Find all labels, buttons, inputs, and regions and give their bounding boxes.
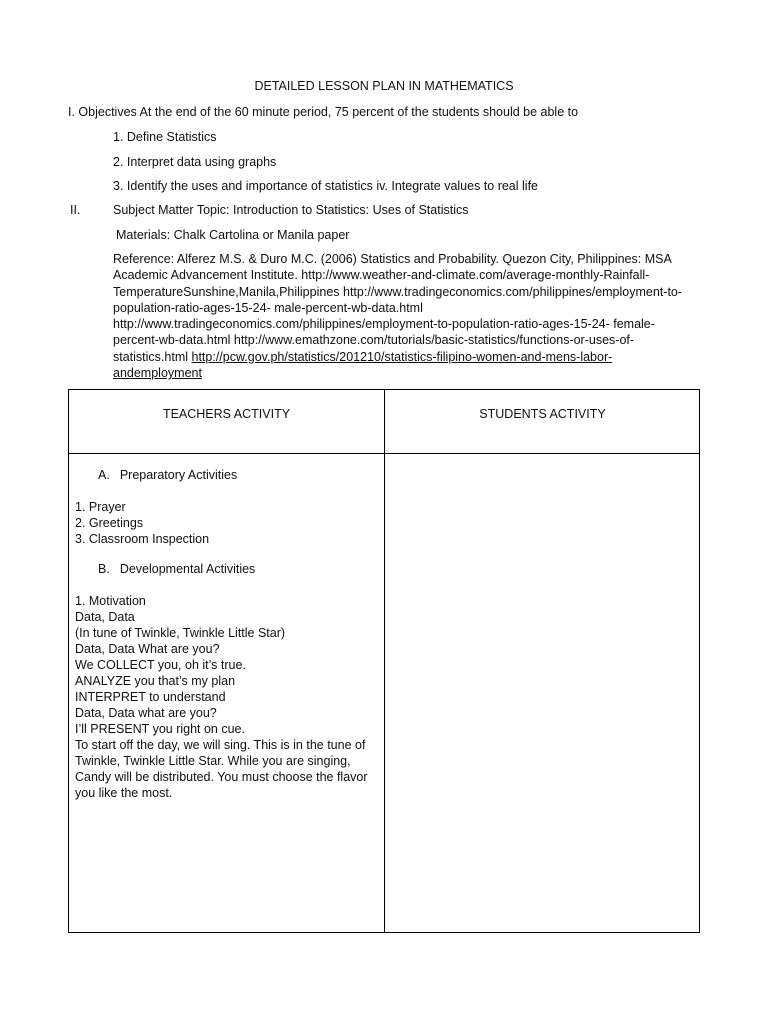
section-a-label: Preparatory Activities xyxy=(119,468,238,482)
column-divider xyxy=(384,390,385,932)
subject-matter-number: II. xyxy=(70,203,81,217)
section-b-label: Developmental Activities xyxy=(119,562,256,576)
reference-text: Reference: Alferez M.S. & Duro M.C. (2006) Statistics and Probability. Quezon City, Philippines: MSA Academic Advancement Institute. http://www.weather-and-climate.com/average-monthly-Rainfall-TemperatureSunshine,Manila,Philippines http://www.tradingeconomics.com/philippines/employment-to-population-ratio-ages-15-24- male-percent-wb-data.html http://www.tradingeconomics.com/philippines/employment-to-population-ratio-ages-15-24- female-percent-wb-data.html http://www.emathzone.com/tutorials/basic-statistics/functions-or-uses-of-statistics.html xyxy=(113,252,683,364)
instruction-line: Candy will be distributed. You must choose the flavor xyxy=(75,770,368,784)
section-b-letter: B. xyxy=(98,562,110,576)
list-item: 2. Greetings xyxy=(75,516,144,530)
list-item: 3. Classroom Inspection xyxy=(75,532,210,546)
objective-item: 2. Interpret data using graphs xyxy=(113,155,277,169)
song-line: (In tune of Twinkle, Twinkle Little Star) xyxy=(75,626,286,640)
instruction-line: To start off the day, we will sing. This is in the tune of xyxy=(75,738,366,752)
list-item: 1. Motivation xyxy=(75,594,146,608)
section-a-letter: A. xyxy=(98,468,110,482)
objectives-intro: I. Objectives At the end of the 60 minute period, 75 percent of the students should be able to xyxy=(68,105,579,119)
instruction-line: you like the most. xyxy=(75,786,173,800)
reference-block xyxy=(113,251,698,381)
song-line: I’ll PRESENT you right on cue. xyxy=(75,722,245,736)
song-line: Data, Data what are you? xyxy=(75,706,217,720)
teachers-activity-cell xyxy=(75,454,375,801)
instruction-line: Twinkle, Twinkle Little Star. While you are singing, xyxy=(75,754,351,768)
song-line: Data, Data xyxy=(75,610,135,624)
song-line: We COLLECT you, oh it’s true. xyxy=(75,658,246,672)
section-b-heading xyxy=(75,561,375,577)
objective-item: 3. Identify the uses and importance of statistics iv. Integrate values to real life xyxy=(113,179,538,193)
song-line: INTERPRET to understand xyxy=(75,690,226,704)
song-line: Data, Data What are you? xyxy=(75,642,220,656)
subject-matter-topic: Subject Matter Topic: Introduction to Statistics: Uses of Statistics xyxy=(113,203,469,217)
song-line: ANALYZE you that’s my plan xyxy=(75,674,236,688)
materials: Materials: Chalk Cartolina or Manila paper xyxy=(116,228,350,242)
document-title: DETAILED LESSON PLAN IN MATHEMATICS xyxy=(254,79,514,93)
students-activity-header: STUDENTS ACTIVITY xyxy=(479,407,606,421)
list-item: 1. Prayer xyxy=(75,500,126,514)
reference-link[interactable]: http://pcw.gov.ph/statistics/201210/statistics-filipino-women-and-mens-labor-andemployment xyxy=(113,349,613,381)
section-a-heading xyxy=(75,467,375,483)
teachers-activity-header: TEACHERS ACTIVITY xyxy=(162,407,291,421)
activity-table xyxy=(68,389,700,933)
objective-item: 1. Define Statistics xyxy=(113,130,217,144)
